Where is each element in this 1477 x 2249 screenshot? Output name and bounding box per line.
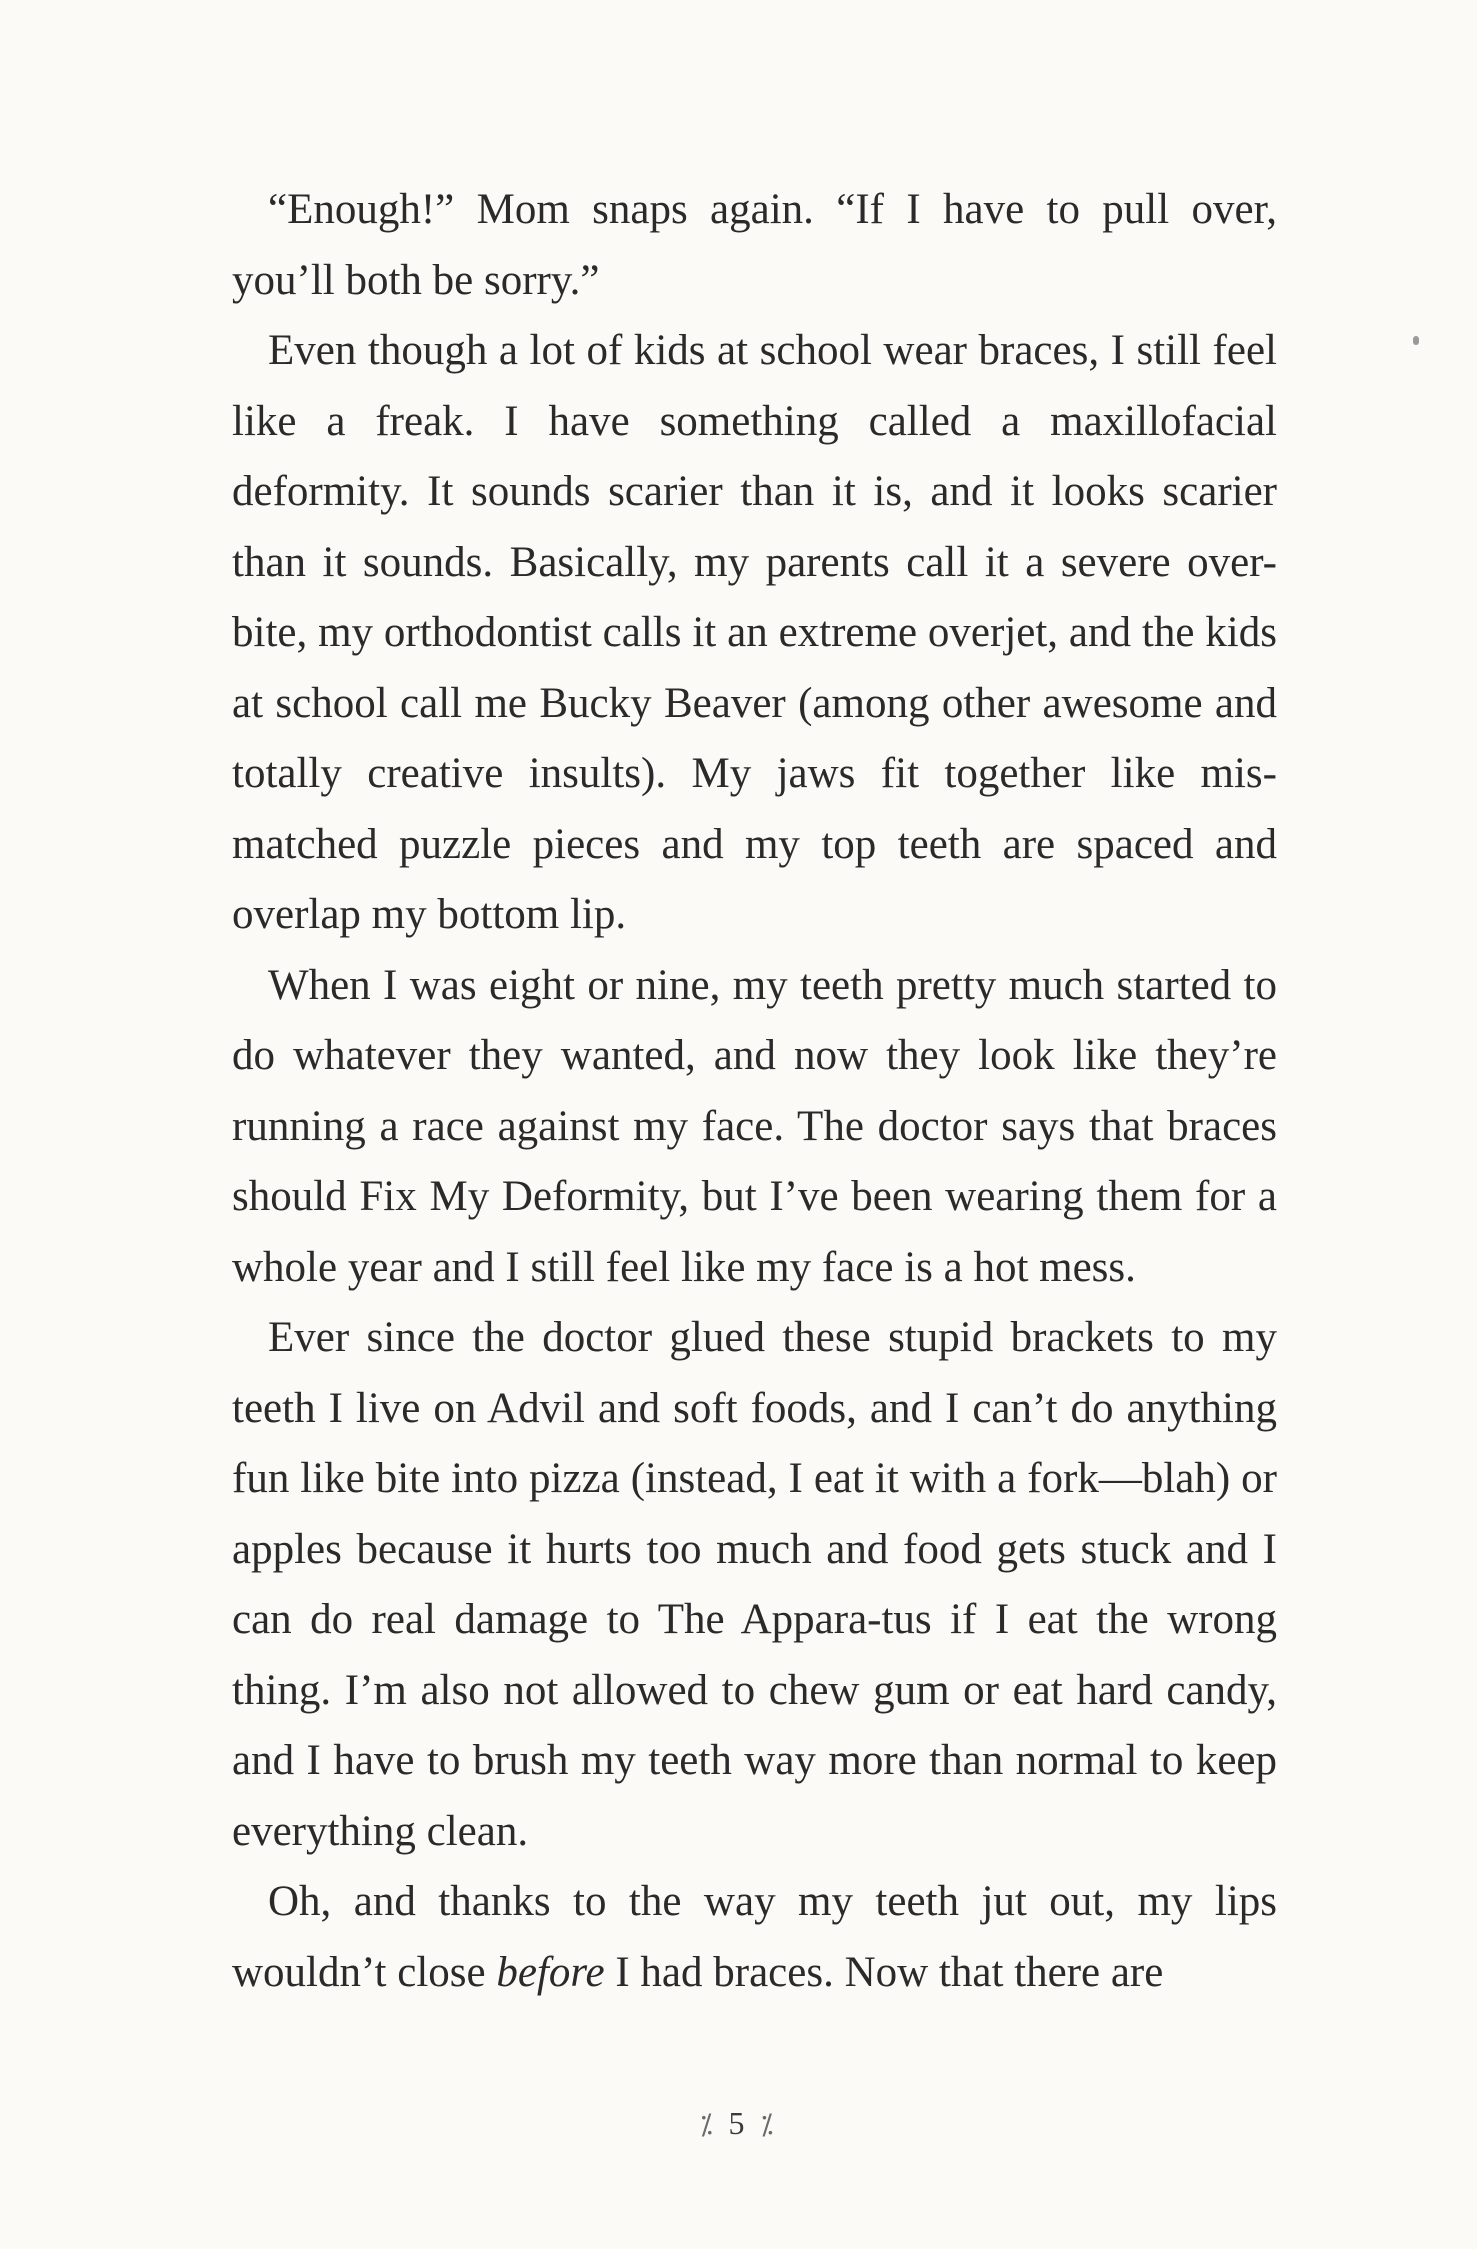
paragraph-text: Ever since the doctor glued these stupid brackets to my teeth I live on Advil and soft foods, and I can’t do anything fun like bite into pizza (instead, I eat it with a fork—blah) or apples because it hurts too much and food gets stuck and I can do real damage to The Appara-tus if I eat the wrong thing. I’m also not allowed to chew gum or eat hard candy, and I have to brush my teeth way more than normal to keep everything clean. xyxy=(232,1314,1277,1855)
paragraph xyxy=(232,951,1277,1304)
paragraph-text: Even though a lot of kids at school wear braces, I still feel like a freak. I have something called a maxillofacial deformity. It sounds scarier than it is, and it looks scarier than it sounds. Basically, my parents call it a severe over-bite, my orthodontist calls it an extreme overjet, and the kids at school call me Bucky Beaver (among other awesome and totally creative insults). My jaws fit together like mis-matched puzzle pieces and my top teeth are spaced and overlap my bottom lip. xyxy=(232,327,1277,938)
ornament-right-icon: ⁒ xyxy=(760,2110,778,2141)
page-number-value: 5 xyxy=(728,2105,749,2141)
ornament-left-icon: ⁒ xyxy=(699,2110,717,2141)
paragraph-text: When I was eight or nine, my teeth pretty much started to do whatever they wanted, and now they look like they’re running a race against my face. The doctor says that braces should Fix My Deformity, but I’ve been wearing them for a whole year and I still feel like my face is a hot mess. xyxy=(232,961,1277,1291)
paragraph-text: Oh, and thanks to the way my teeth jut out, my lips wouldn’t close xyxy=(232,1878,1277,1996)
paragraph xyxy=(232,1867,1277,2008)
paragraph xyxy=(232,1303,1277,1867)
emphasis-text: before xyxy=(496,1948,605,1996)
paragraph xyxy=(232,316,1277,951)
paragraph xyxy=(232,175,1277,316)
paper-speck xyxy=(1413,336,1419,345)
body-text xyxy=(232,175,1277,2008)
paragraph-text: I had braces. Now that there are xyxy=(604,1948,1164,1996)
page-number xyxy=(0,2105,1477,2142)
paragraph-text: “Enough!” Mom snaps again. “If I have to pull over, you’ll both be sorry.” xyxy=(232,186,1277,304)
